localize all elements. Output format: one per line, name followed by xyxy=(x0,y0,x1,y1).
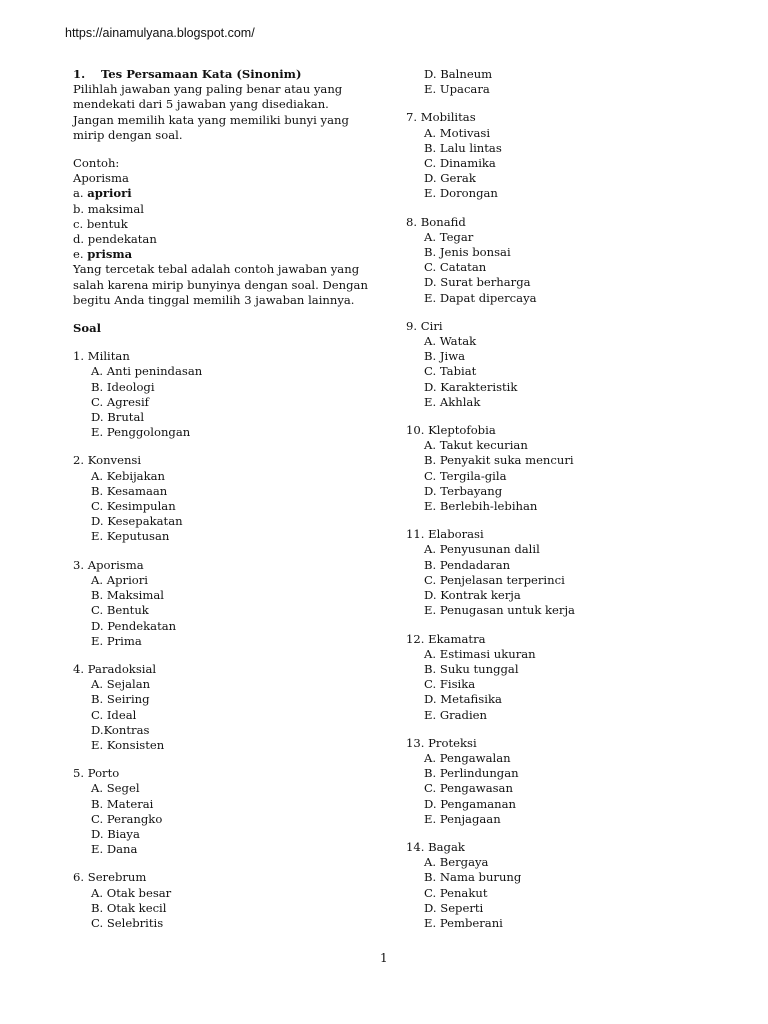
question-option: A. Segel xyxy=(91,781,140,796)
question-block xyxy=(73,349,373,440)
question-option: E. Pemberani xyxy=(424,915,503,930)
question-option: E. Penugasan untuk kerja xyxy=(424,603,575,618)
question-title: 6. Serebrum xyxy=(73,870,147,885)
left-column xyxy=(73,67,373,931)
question-option: E. Prima xyxy=(91,633,142,648)
question-title: 1. Militan xyxy=(73,349,130,364)
question-option: A. Penyusunan dalil xyxy=(424,542,540,557)
question-title: 11. Elaborasi xyxy=(406,527,484,542)
question-block xyxy=(73,870,373,931)
instructions xyxy=(73,82,373,143)
soal-label: Soal xyxy=(73,321,102,336)
question-option: A. Takut kecurian xyxy=(424,438,528,453)
question-option: D. Terbayang xyxy=(424,483,503,498)
questions-left xyxy=(73,349,373,931)
question-option: B. Kesamaan xyxy=(91,483,168,498)
question-block xyxy=(73,662,373,753)
section-heading xyxy=(73,67,373,82)
example-option xyxy=(73,247,373,262)
question-option: C. Tabiat xyxy=(424,364,477,379)
instruction-line: mirip dengan soal. xyxy=(73,127,183,142)
question-option: A. Motivasi xyxy=(424,125,491,140)
question-option: C. Pengawasan xyxy=(424,781,513,796)
question-option: C. Ideal xyxy=(91,707,137,722)
question-option: D. Surat berharga xyxy=(424,275,531,290)
question-option: D. Seperti xyxy=(424,900,484,915)
question-option: A. Otak besar xyxy=(91,885,172,900)
question-option: E. Upacara xyxy=(424,82,490,97)
example-option-text: apriori xyxy=(87,186,132,201)
question-option: D. Brutal xyxy=(91,410,145,425)
question-block xyxy=(406,736,706,827)
instruction-line: Jangan memilih kata yang memiliki bunyi yang xyxy=(73,112,349,127)
question-block xyxy=(406,840,706,931)
spacer xyxy=(406,619,706,632)
example-note-line: begitu Anda tinggal memilih 3 jawaban lainnya. xyxy=(73,292,355,307)
question-option: D. Kesepakatan xyxy=(91,514,183,529)
right-column xyxy=(406,67,706,931)
question-block xyxy=(406,319,706,410)
example-option-text: bentuk xyxy=(86,216,128,231)
question-option: D.Kontras xyxy=(91,722,150,737)
question-option: C. Perangko xyxy=(91,811,163,826)
example-option xyxy=(73,217,373,232)
example-option-prefix: c. xyxy=(73,216,87,231)
question-option: B. Suku tunggal xyxy=(424,661,519,676)
question-option: A. Kebijakan xyxy=(91,468,165,483)
example-option-prefix: d. xyxy=(73,232,88,247)
question-option: C. Penakut xyxy=(424,885,488,900)
example-note-line: salah karena mirip bunyinya dengan soal. Dengan xyxy=(73,277,368,292)
question-option: B. Otak kecil xyxy=(91,900,167,915)
example-option-text: pendekatan xyxy=(87,232,157,247)
question-title: 7. Mobilitas xyxy=(406,110,476,125)
question-option: C. Penjelasan terperinci xyxy=(424,572,565,587)
section-number: 1. xyxy=(73,67,86,81)
spacer xyxy=(406,410,706,423)
spacer xyxy=(406,514,706,527)
spacer xyxy=(73,857,373,870)
question-option: E. Berlebih-lebihan xyxy=(424,499,538,514)
questions-right xyxy=(406,110,706,931)
question-block xyxy=(406,215,706,306)
section-title: Tes Persamaan Kata (Sinonim) xyxy=(101,67,302,81)
spacer xyxy=(406,723,706,736)
question-option: D. Kontrak kerja xyxy=(424,588,521,603)
question-block xyxy=(73,766,373,857)
question-title: 12. Ekamatra xyxy=(406,631,486,646)
question-option: A. Estimasi ukuran xyxy=(424,646,536,661)
example-option-prefix: b. xyxy=(73,201,88,216)
example-option-text: maksimal xyxy=(87,201,144,216)
question-option: D. Metafisika xyxy=(424,692,502,707)
question-option: C. Agresif xyxy=(91,394,149,409)
question-title: 8. Bonafid xyxy=(406,214,466,229)
question-option: E. Dorongan xyxy=(424,186,498,201)
question-option: C. Dinamika xyxy=(424,156,496,171)
question-option: B. Perlindungan xyxy=(424,766,519,781)
question-block xyxy=(406,423,706,514)
question-option: B. Lalu lintas xyxy=(424,140,502,155)
page-number: 1 xyxy=(380,951,388,965)
question-option: C. Fisika xyxy=(424,677,476,692)
spacer xyxy=(73,649,373,662)
question-option: B. Nama burung xyxy=(424,870,522,885)
header-url: https://ainamulyana.blogspot.com/ xyxy=(65,26,255,40)
example-option xyxy=(73,202,373,217)
question-option: A. Apriori xyxy=(91,572,149,587)
question-option: A. Watak xyxy=(424,334,477,349)
question-option: E. Keputusan xyxy=(91,529,170,544)
example-option-prefix: a. xyxy=(73,186,88,201)
question-option: B. Ideologi xyxy=(91,379,155,394)
question-title: 13. Proteksi xyxy=(406,735,477,750)
question-option: C. Selebritis xyxy=(91,915,164,930)
spacer xyxy=(406,306,706,319)
question-option: C. Catatan xyxy=(424,260,487,275)
spacer xyxy=(406,202,706,215)
question-title: 4. Paradoksial xyxy=(73,661,157,676)
question-option: B. Materai xyxy=(91,796,154,811)
question-option: B. Jiwa xyxy=(424,349,466,364)
question-option: E. Konsisten xyxy=(91,737,165,752)
continued-options xyxy=(406,67,706,97)
question-option: D. Balneum xyxy=(424,67,493,81)
question-block xyxy=(406,632,706,723)
question-option: E. Penggolongan xyxy=(91,425,191,440)
question-option: C. Tergila-gila xyxy=(424,468,507,483)
instruction-line: mendekati dari 5 jawaban yang disediakan. xyxy=(73,97,329,112)
question-option: D. Gerak xyxy=(424,171,476,186)
question-block xyxy=(73,453,373,544)
question-title: 9. Ciri xyxy=(406,318,443,333)
example-option xyxy=(73,186,373,201)
question-option: D. Pendekatan xyxy=(91,618,177,633)
example-word: Aporisma xyxy=(73,171,129,186)
question-option: E. Gradien xyxy=(424,707,488,722)
question-option: E. Akhlak xyxy=(424,394,481,409)
question-option: B. Jenis bonsai xyxy=(424,245,511,260)
question-block xyxy=(406,110,706,201)
question-option: D. Pengamanan xyxy=(424,796,516,811)
example-label: Contoh: xyxy=(73,156,120,171)
question-option: E. Dana xyxy=(91,842,138,857)
question-option: B. Seiring xyxy=(91,692,150,707)
question-block xyxy=(406,527,706,618)
question-option: A. Tegar xyxy=(424,229,474,244)
question-option: E. Dapat dipercaya xyxy=(424,290,537,305)
spacer xyxy=(406,827,706,840)
question-block xyxy=(73,558,373,649)
question-title: 14. Bagak xyxy=(406,839,465,854)
question-option: C. Bentuk xyxy=(91,603,149,618)
spacer xyxy=(73,545,373,558)
example-option-prefix: e. xyxy=(73,247,88,262)
question-title: 5. Porto xyxy=(73,766,120,781)
question-title: 10. Kleptofobia xyxy=(406,423,496,438)
question-option: A. Anti penindasan xyxy=(91,364,203,379)
question-option: B. Pendadaran xyxy=(424,557,511,572)
question-option: B. Maksimal xyxy=(91,588,164,603)
question-option: A. Sejalan xyxy=(91,677,151,692)
question-title: 3. Aporisma xyxy=(73,557,144,572)
question-option: A. Pengawalan xyxy=(424,750,511,765)
example-option-text: prisma xyxy=(87,247,133,262)
example-note-line: Yang tercetak tebal adalah contoh jawaban yang xyxy=(73,262,360,277)
question-option: C. Kesimpulan xyxy=(91,499,176,514)
example-options xyxy=(73,186,373,262)
example-note xyxy=(73,262,373,308)
question-option: D. Karakteristik xyxy=(424,379,518,394)
spacer xyxy=(73,753,373,766)
question-option: A. Bergaya xyxy=(424,855,489,870)
question-option: E. Penjagaan xyxy=(424,811,501,826)
instruction-line: Pilihlah jawaban yang paling benar atau yang xyxy=(73,82,343,97)
question-title: 2. Konvensi xyxy=(73,453,142,468)
spacer xyxy=(73,440,373,453)
example-option xyxy=(73,232,373,247)
question-option: D. Biaya xyxy=(91,826,140,841)
question-option: B. Penyakit suka mencuri xyxy=(424,453,574,468)
